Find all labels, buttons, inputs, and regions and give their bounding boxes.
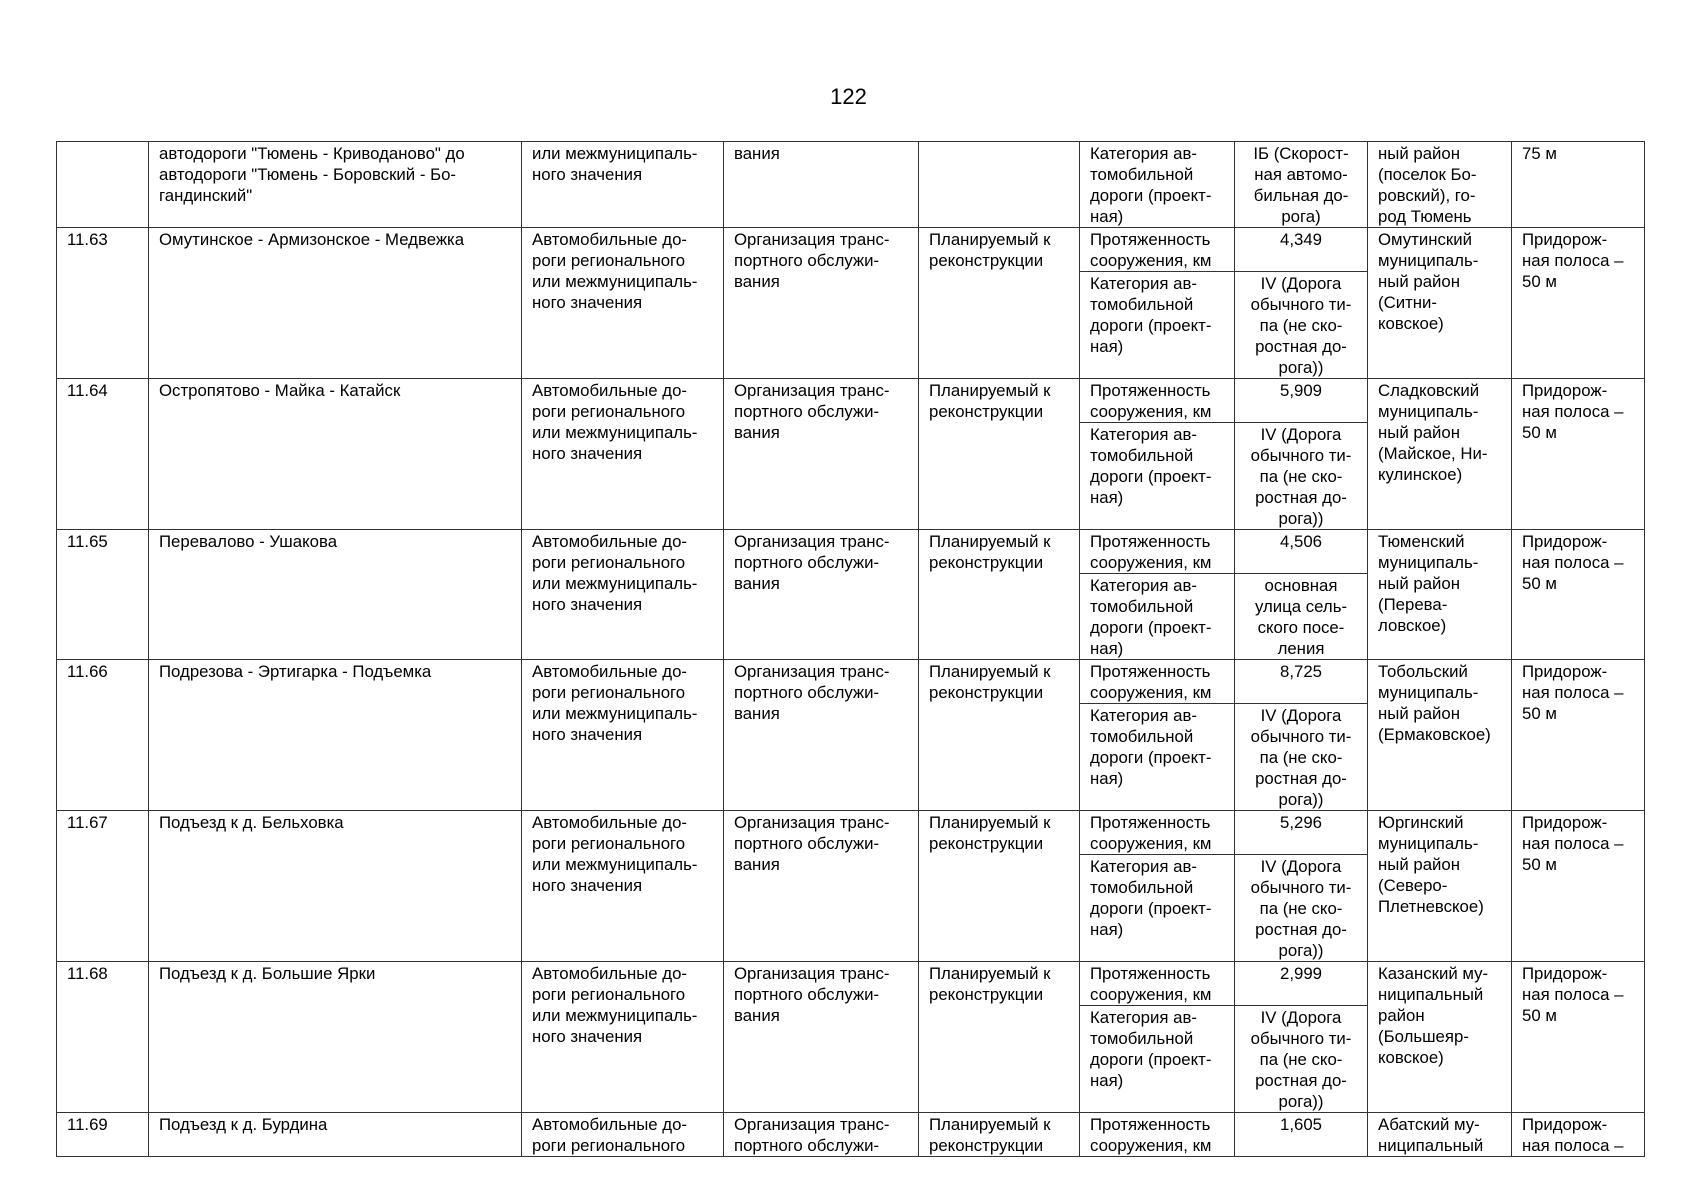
roads-table bbox=[56, 141, 1645, 1157]
road-name: Перевалово - Ушакова bbox=[149, 530, 522, 660]
category-value: IV (Дорога обычного ти- па (не ско- ростная до- рога)) bbox=[1235, 704, 1368, 811]
location: Юргинский муниципаль- ный район (Северо- Плетневское) bbox=[1368, 811, 1512, 962]
length-label: Протяженность сооружения, км bbox=[1080, 379, 1235, 423]
zone: Придорож- ная полоса – 50 м bbox=[1512, 660, 1645, 811]
object-status: Планируемый к реконструкции bbox=[919, 811, 1080, 962]
table-row bbox=[57, 660, 1645, 704]
zone: Придорож- ная полоса – 50 м bbox=[1512, 811, 1645, 962]
length-label: Протяженность сооружения, км bbox=[1080, 1113, 1235, 1157]
row-number: 11.65 bbox=[57, 530, 149, 660]
object-type: или межмуниципаль- ного значения bbox=[522, 142, 724, 228]
object-type: Автомобильные до- роги регионального или межмуниципаль- ного значения bbox=[522, 379, 724, 530]
location: Омутинский муниципаль- ный район (Ситни- ковское) bbox=[1368, 228, 1512, 379]
object-purpose: Организация транс- портного обслужи- вания bbox=[724, 962, 919, 1113]
length-value: 1,605 bbox=[1235, 1113, 1368, 1157]
length-label: Протяженность сооружения, км bbox=[1080, 962, 1235, 1006]
table-row bbox=[57, 530, 1645, 574]
object-status: Планируемый к реконструкции bbox=[919, 962, 1080, 1113]
object-type: Автомобильные до- роги регионального bbox=[522, 1113, 724, 1157]
category-label: Категория ав- томобильной дороги (проект- ная) bbox=[1080, 574, 1235, 660]
road-name: Подъезд к д. Бурдина bbox=[149, 1113, 522, 1157]
object-type: Автомобильные до- роги регионального или межмуниципаль- ного значения bbox=[522, 228, 724, 379]
category-value: основная улица сель- ского посе- ления bbox=[1235, 574, 1368, 660]
table-row bbox=[57, 962, 1645, 1006]
table-row bbox=[57, 811, 1645, 855]
road-name: Омутинское - Армизонское - Медвежка bbox=[149, 228, 522, 379]
location: ный район (поселок Бо- ровский), го- род Тюмень bbox=[1368, 142, 1512, 228]
length-label: Протяженность сооружения, км bbox=[1080, 811, 1235, 855]
object-purpose: Организация транс- портного обслужи- вания bbox=[724, 228, 919, 379]
row-number: 11.66 bbox=[57, 660, 149, 811]
object-purpose: Организация транс- портного обслужи- вания bbox=[724, 811, 919, 962]
row-number: 11.64 bbox=[57, 379, 149, 530]
object-type: Автомобильные до- роги регионального или межмуниципаль- ного значения bbox=[522, 660, 724, 811]
object-status: Планируемый к реконструкции bbox=[919, 530, 1080, 660]
zone: 75 м bbox=[1512, 142, 1645, 228]
zone: Придорож- ная полоса – bbox=[1512, 1113, 1645, 1157]
table-row bbox=[57, 379, 1645, 423]
table-row bbox=[57, 1113, 1645, 1157]
road-name: автодороги "Тюмень - Криводаново" до автодороги "Тюмень - Боровский - Бо- гандинский" bbox=[149, 142, 522, 228]
zone: Придорож- ная полоса – 50 м bbox=[1512, 962, 1645, 1113]
length-label: Протяженность сооружения, км bbox=[1080, 530, 1235, 574]
page-number: 122 bbox=[830, 84, 867, 109]
zone: Придорож- ная полоса – 50 м bbox=[1512, 228, 1645, 379]
location: Казанский му- ниципальный район (Большеяр- ковское) bbox=[1368, 962, 1512, 1113]
length-value: 2,999 bbox=[1235, 962, 1368, 1006]
road-name: Подрезова - Эртигарка - Подъемка bbox=[149, 660, 522, 811]
object-purpose: Организация транс- портного обслужи- вания bbox=[724, 530, 919, 660]
location: Абатский му- ниципальный bbox=[1368, 1113, 1512, 1157]
category-label: Категория ав- томобильной дороги (проект- ная) bbox=[1080, 272, 1235, 379]
row-number: 11.68 bbox=[57, 962, 149, 1113]
object-type: Автомобильные до- роги регионального или межмуниципаль- ного значения bbox=[522, 811, 724, 962]
object-status: Планируемый к реконструкции bbox=[919, 1113, 1080, 1157]
object-purpose: вания bbox=[724, 142, 919, 228]
road-name: Подъезд к д. Большие Ярки bbox=[149, 962, 522, 1113]
table-row bbox=[57, 142, 1645, 228]
object-status: Планируемый к реконструкции bbox=[919, 379, 1080, 530]
category-label: Категория ав- томобильной дороги (проект- ная) bbox=[1080, 423, 1235, 530]
object-status bbox=[919, 142, 1080, 228]
length-label: Протяженность сооружения, км bbox=[1080, 660, 1235, 704]
road-name: Остропятово - Майка - Катайск bbox=[149, 379, 522, 530]
length-label: Протяженность сооружения, км bbox=[1080, 228, 1235, 272]
object-status: Планируемый к реконструкции bbox=[919, 228, 1080, 379]
road-name: Подъезд к д. Бельховка bbox=[149, 811, 522, 962]
location: Сладковский муниципаль- ный район (Майское, Ни- кулинское) bbox=[1368, 379, 1512, 530]
object-purpose: Организация транс- портного обслужи- вания bbox=[724, 660, 919, 811]
row-number: 11.69 bbox=[57, 1113, 149, 1157]
category-value: IV (Дорога обычного ти- па (не ско- ростная до- рога)) bbox=[1235, 423, 1368, 530]
object-type: Автомобильные до- роги регионального или межмуниципаль- ного значения bbox=[522, 962, 724, 1113]
row-number bbox=[57, 142, 149, 228]
row-number: 11.67 bbox=[57, 811, 149, 962]
length-value: 4,506 bbox=[1235, 530, 1368, 574]
location: Тобольский муниципаль- ный район (Ермаковское) bbox=[1368, 660, 1512, 811]
category-label: Категория ав- томобильной дороги (проект- ная) bbox=[1080, 704, 1235, 811]
object-purpose: Организация транс- портного обслужи- bbox=[724, 1113, 919, 1157]
category-value: IV (Дорога обычного ти- па (не ско- ростная до- рога)) bbox=[1235, 272, 1368, 379]
row-number: 11.63 bbox=[57, 228, 149, 379]
object-purpose: Организация транс- портного обслужи- вания bbox=[724, 379, 919, 530]
category-label: Категория ав- томобильной дороги (проект- ная) bbox=[1080, 1006, 1235, 1113]
category-value: IV (Дорога обычного ти- па (не ско- ростная до- рога)) bbox=[1235, 1006, 1368, 1113]
object-status: Планируемый к реконструкции bbox=[919, 660, 1080, 811]
category-value: IV (Дорога обычного ти- па (не ско- ростная до- рога)) bbox=[1235, 855, 1368, 962]
zone: Придорож- ная полоса – 50 м bbox=[1512, 379, 1645, 530]
length-value: 4,349 bbox=[1235, 228, 1368, 272]
zone: Придорож- ная полоса – 50 м bbox=[1512, 530, 1645, 660]
object-type: Автомобильные до- роги регионального или межмуниципаль- ного значения bbox=[522, 530, 724, 660]
category-label: Категория ав- томобильной дороги (проект- ная) bbox=[1080, 855, 1235, 962]
length-value: 5,296 bbox=[1235, 811, 1368, 855]
table-row bbox=[57, 228, 1645, 272]
length-value: 8,725 bbox=[1235, 660, 1368, 704]
parameter-value: IБ (Скорост- ная автомо- бильная до- рога) bbox=[1235, 142, 1368, 228]
length-value: 5,909 bbox=[1235, 379, 1368, 423]
location: Тюменский муниципаль- ный район (Перева- ловское) bbox=[1368, 530, 1512, 660]
parameter-label: Категория ав- томобильной дороги (проект- ная) bbox=[1080, 142, 1235, 228]
